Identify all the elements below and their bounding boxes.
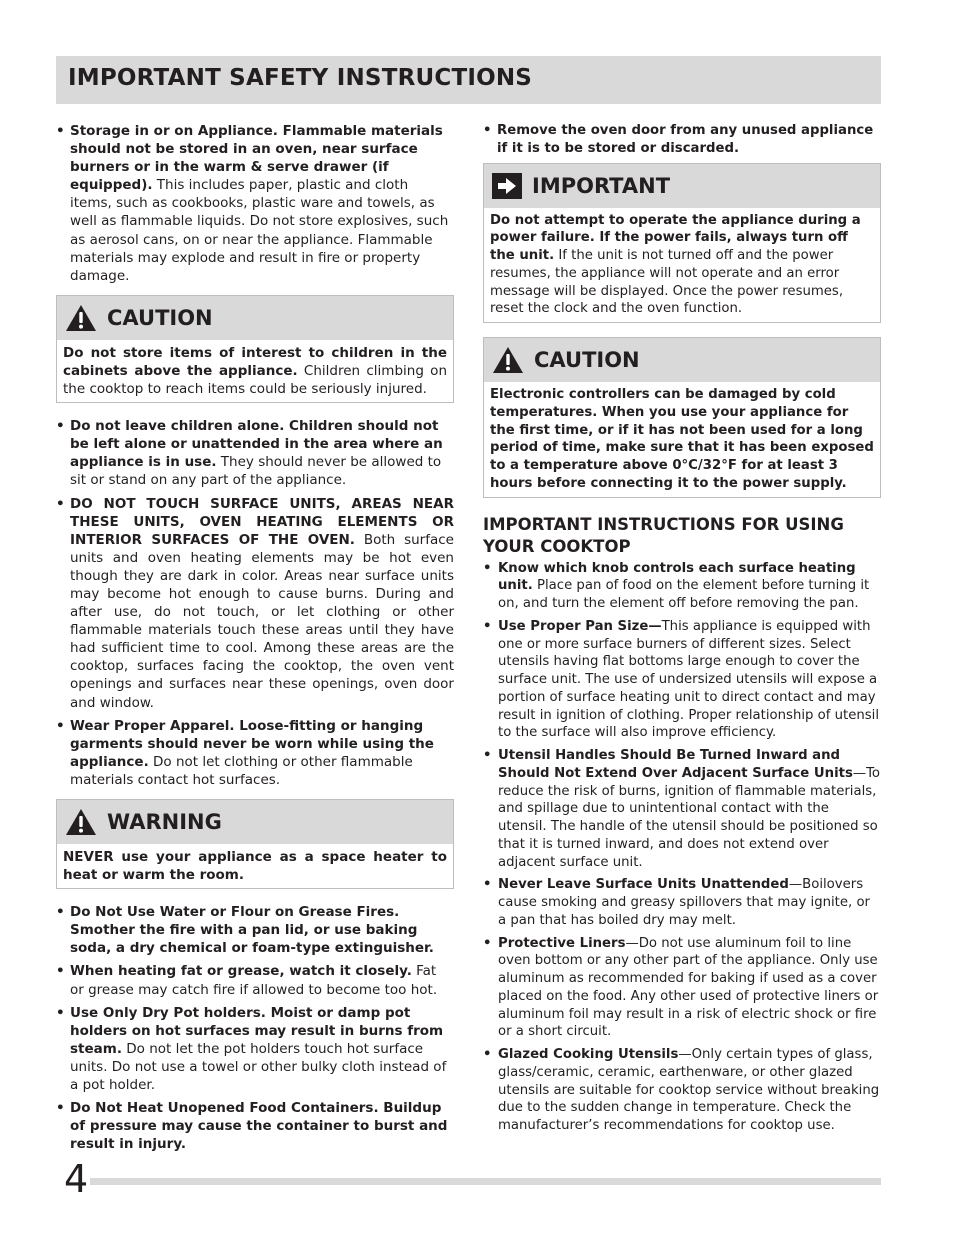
- caution-box-body: [57, 340, 453, 402]
- important-bold-text: Do not attempt to operate the appliance during a power failure. If the power fails, always turn off the unit.: [490, 212, 861, 263]
- list-item-glazed: [483, 1046, 881, 1135]
- caution-box-2-body: [484, 382, 880, 497]
- caution-box-title: CAUTION: [107, 305, 213, 330]
- bullet-dot: •: [483, 618, 492, 634]
- list-item-apparel: [56, 717, 454, 789]
- important-box: [483, 163, 881, 324]
- left-column: [56, 122, 454, 1158]
- bullet-dot: •: [56, 495, 65, 512]
- bullet-dot: •: [56, 1004, 65, 1021]
- unattended-text: —Boilovers cause smoking and greasy spillovers that may ignite, or a pan that has boiled dry may melt.: [498, 877, 871, 928]
- potholders-bold-text: Use Only Dry Pot holders. Moist or damp pot holders on hot surfaces may result in burns from steam.: [70, 1004, 444, 1057]
- liners-bold-text: Protective Liners: [498, 935, 626, 951]
- caution-box-header: [57, 296, 453, 340]
- list-item-water: [56, 903, 454, 957]
- list-item-liners: [483, 935, 881, 1042]
- water-bold-text: Do Not Use Water or Flour on Grease Fires. Smother the fire with a pan lid, or use baking soda, a dry chemical or foam-type extinguisher.: [70, 904, 434, 957]
- caution-box: [56, 295, 454, 403]
- important-box-header: [484, 164, 880, 208]
- bullet-dot: •: [56, 717, 65, 734]
- warning-box-body: [57, 844, 453, 888]
- list-item-door: [483, 122, 881, 158]
- page-number: 4: [64, 1157, 89, 1201]
- touch-text: Both surface units and oven heating elements may be hot even though they are dark in color. Areas near surface units may become hot enough to cause burns. During and after use, do not touch, or let clothing or other flammable materials touch these areas until they have had sufficient time to cool. Among these areas are the cooktop, surfaces facing the cooktop, the oven vent openings and surfaces near these openings, oven door and window.: [70, 531, 454, 711]
- door-bold-text: Remove the oven door from any unused appliance if it is to be stored or discarded.: [497, 123, 874, 156]
- warning-box-header: [57, 800, 453, 844]
- glazed-text: —Only certain types of glass, glass/ceramic, ceramic, earthenware, or other glazed utensils are suitable for cooktop service without breaking due to the sudden change in temperature. Check the manufacturer’s recommendations for cooktop use.: [498, 1047, 880, 1133]
- knob-bold-text: Know which knob controls each surface heating unit.: [498, 560, 856, 594]
- glazed-bold-text: Glazed Cooking Utensils: [498, 1047, 679, 1062]
- bullet-dot: •: [483, 935, 492, 951]
- storage-bold-text: Storage in or on Appliance. Flammable materials should not be stored in an oven, near surface burners or in the warm & serve drawer (if equipped).: [70, 123, 443, 194]
- arrow-right-icon: [492, 173, 522, 199]
- handles-text: —To reduce the risk of burns, ignition of flammable materials, and spillage due to unintentional contact with the utensil. The handle of the utensil should be positioned so that it is turned inward, and does not extend over adjacent surface unit.: [498, 765, 881, 870]
- storage-text: This includes paper, plastic and cloth items, such as cookbooks, plastic ware and towels, as well as flammable liquids. Do not store explosives, such as aerosol cans, on or near the appliance. Flammable materials may explode and result in fire or property damage.: [70, 177, 449, 284]
- knob-text: Place pan of food on the element before turning it on, and turn the element off before removing the pan.: [498, 578, 870, 611]
- list-item-pansize: [483, 618, 881, 742]
- warning-bold-text: NEVER use your appliance as a space heater to heat or warm the room.: [63, 849, 447, 884]
- important-box-body: [484, 208, 880, 323]
- caution-box-2-title: CAUTION: [534, 348, 640, 372]
- page-title: IMPORTANT SAFETY INSTRUCTIONS: [68, 65, 533, 91]
- bullet-dot: •: [56, 904, 65, 921]
- list-item-storage: [56, 122, 454, 285]
- important-box-title: IMPORTANT: [532, 173, 671, 198]
- page-header: [56, 56, 881, 104]
- warning-box: [56, 799, 454, 889]
- list-item-containers: [56, 1099, 454, 1153]
- fat-bold-text: When heating fat or grease, watch it closely.: [70, 963, 412, 980]
- apparel-text: Do not let clothing or other flammable materials contact hot surfaces.: [70, 753, 413, 788]
- cooktop-subheading: IMPORTANT INSTRUCTIONS FOR USING YOUR COOKTOP: [483, 514, 844, 556]
- apparel-bold-text: Wear Proper Apparel. Loose-fitting or hanging garments should never be worn while using the appliance.: [70, 717, 434, 770]
- bullet-dot: •: [56, 1100, 65, 1117]
- bullet-dot: •: [483, 748, 492, 763]
- handles-bold-text: Utensil Handles Should Be Turned Inward and Should Not Extend Over Adjacent Surface Units: [498, 748, 853, 781]
- list-item-touch: [56, 495, 454, 712]
- list-item-unattended: [483, 876, 881, 929]
- warning-box-title: WARNING: [107, 810, 222, 834]
- pansize-text: This appliance is equipped with one or more surface burners of different sizes. Select utensils having flat bottoms large enough to cover the surface unit. The use of undersized utensils will expose a portion of surface heating unit to direct contact and may result in ignition of clothing. Proper relationship of utensil to the surface will also improve efficiency.: [498, 618, 880, 741]
- containers-bold-text: Do Not Heat Unopened Food Containers. Buildup of pressure may cause the container to burst and result in injury.: [70, 1100, 448, 1153]
- pansize-bold-text: Use Proper Pan Size—: [498, 618, 662, 634]
- children-text: They should never be allowed to sit or stand on any part of the appliance.: [70, 454, 442, 489]
- important-text: If the unit is not turned off and the power resumes, the appliance will not operate and an error message will be displayed. Once the power resumes, reset the clock and the oven function.: [490, 248, 844, 317]
- bullet-dot: •: [483, 123, 492, 138]
- warning-triangle-icon: [65, 808, 97, 836]
- caution-text: Children climbing on the cooktop to reach items could be seriously injured.: [63, 362, 447, 398]
- warning-triangle-icon: [65, 304, 97, 332]
- bullet-dot: •: [56, 123, 65, 139]
- children-bold-text: Do not leave children alone. Children should not be left alone or unattended in the area where an appliance is in use.: [70, 418, 443, 471]
- touch-bold-text: DO NOT TOUCH SURFACE UNITS, AREAS NEAR THESE UNITS, OVEN HEATING ELEMENTS OR INTERIOR SURFACES OF THE OVEN.: [70, 495, 454, 548]
- warning-triangle-icon: [492, 346, 524, 374]
- bullet-dot: •: [483, 560, 492, 576]
- list-item-children: [56, 417, 454, 489]
- caution-bold-text: Do not store items of interest to children in the cabinets above the appliance.: [63, 344, 447, 379]
- caution-box-2-header: [484, 338, 880, 382]
- list-item-handles: [483, 747, 881, 871]
- bullet-dot: •: [483, 1047, 492, 1062]
- bullet-dot: •: [56, 963, 65, 980]
- bullet-dot: •: [56, 418, 65, 435]
- fat-text: Fat or grease may catch fire if allowed to become too hot.: [70, 963, 438, 998]
- unattended-bold-text: Never Leave Surface Units Unattended: [498, 877, 789, 893]
- potholders-text: Do not let the pot holders touch hot surface units. Do not use a towel or other bulky cloth instead of a pot holder.: [70, 1040, 447, 1094]
- caution-box-2: [483, 337, 881, 498]
- right-column: [483, 122, 881, 1140]
- bullet-dot: •: [483, 877, 492, 893]
- list-item-potholders: [56, 1004, 454, 1094]
- caution2-bold-text: Electronic controllers can be damaged by cold temperatures. When you use your appliance for the first time, or if it has not been used for a long period of time, make sure that it has been exposed to a temperature above 0°C/32°F for at least 3 hours before connecting it to the power supply.: [490, 387, 874, 491]
- footer-rule: [90, 1178, 881, 1185]
- list-item-knob: [483, 560, 881, 613]
- liners-text: —Do not use aluminum foil to line oven bottom or any other part of the appliance. Only use aluminum as recommended for baking if used as a cover placed on the food. Any other used of protective liners or aluminum foil may result in a risk of electric shock or fire or a short circuit.: [498, 935, 879, 1040]
- list-item-fat: [56, 962, 454, 998]
